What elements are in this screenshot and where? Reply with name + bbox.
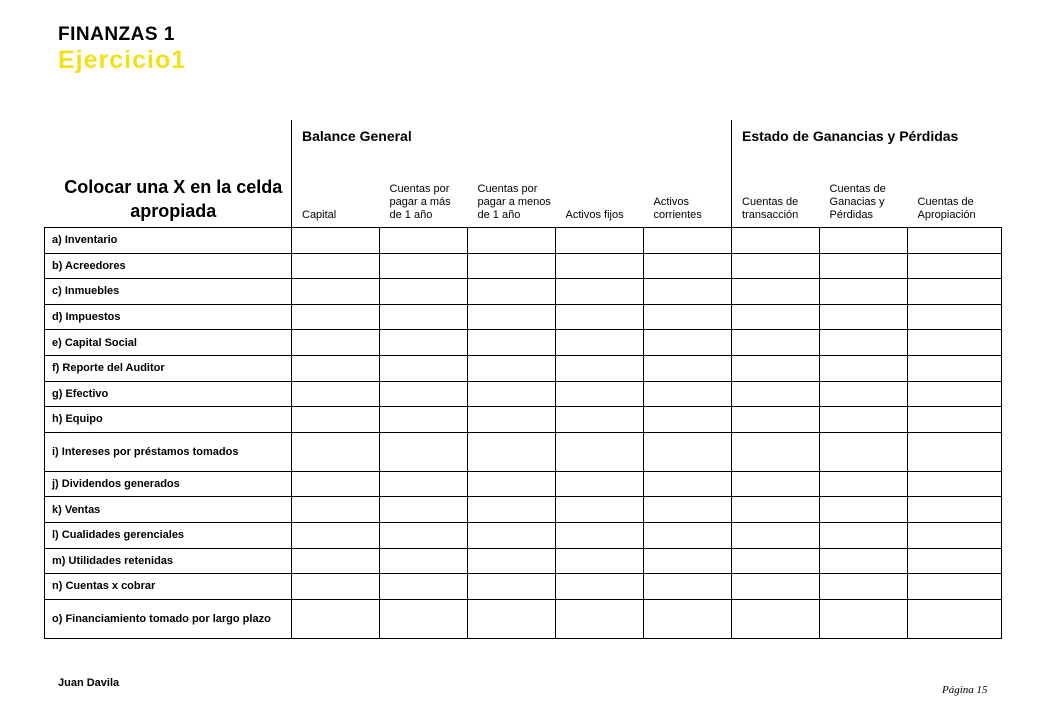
table-row — [45, 381, 1002, 407]
table-row — [45, 497, 1002, 523]
answer-cell[interactable] — [644, 253, 732, 279]
answer-cell[interactable] — [732, 574, 820, 600]
column-header: Cuentas de Apropiación — [908, 150, 1002, 228]
answer-cell[interactable] — [380, 381, 468, 407]
answer-cell[interactable] — [908, 253, 1002, 279]
answer-cell[interactable] — [644, 522, 732, 548]
row-label: j) Dividendos generados — [45, 471, 292, 497]
answer-cell[interactable] — [820, 432, 908, 471]
answer-cell[interactable] — [556, 522, 644, 548]
answer-cell[interactable] — [644, 599, 732, 638]
answer-cell[interactable] — [292, 407, 380, 433]
answer-cell[interactable] — [908, 599, 1002, 638]
answer-cell[interactable] — [820, 522, 908, 548]
answer-cell[interactable] — [380, 253, 468, 279]
table-row — [45, 548, 1002, 574]
answer-cell[interactable] — [820, 599, 908, 638]
answer-cell[interactable] — [380, 471, 468, 497]
table-row — [45, 330, 1002, 356]
row-label: g) Efectivo — [45, 381, 292, 407]
answer-cell[interactable] — [820, 407, 908, 433]
answer-cell[interactable] — [292, 599, 380, 638]
answer-cell[interactable] — [908, 228, 1002, 254]
page-number: Página 15 — [942, 684, 988, 696]
answer-cell[interactable] — [556, 355, 644, 381]
answer-cell[interactable] — [732, 228, 820, 254]
row-label: i) Intereses por préstamos tomados — [45, 432, 292, 471]
answer-cell[interactable] — [732, 497, 820, 523]
answer-cell[interactable] — [644, 279, 732, 305]
answer-cell[interactable] — [556, 471, 644, 497]
table-row — [45, 279, 1002, 305]
row-label: h) Equipo — [45, 407, 292, 433]
section-balance-general: Balance General — [292, 120, 732, 150]
answer-cell[interactable] — [556, 548, 644, 574]
answer-cell[interactable] — [556, 279, 644, 305]
answer-cell[interactable] — [292, 432, 380, 471]
answer-cell[interactable] — [380, 522, 468, 548]
answer-cell[interactable] — [644, 355, 732, 381]
section-estado-ganancias: Estado de Ganancias y Pérdidas — [732, 120, 1002, 150]
answer-cell[interactable] — [820, 574, 908, 600]
column-header: Activos fijos — [556, 150, 644, 228]
answer-cell[interactable] — [556, 599, 644, 638]
answer-cell[interactable] — [644, 471, 732, 497]
answer-cell[interactable] — [908, 330, 1002, 356]
answer-cell[interactable] — [380, 355, 468, 381]
answer-cell[interactable] — [468, 228, 556, 254]
table-row — [45, 355, 1002, 381]
exercise-subtitle: Ejercicio1 — [58, 46, 187, 74]
answer-cell[interactable] — [380, 407, 468, 433]
column-header: Cuentas de transacción — [732, 150, 820, 228]
answer-cell[interactable] — [644, 548, 732, 574]
answer-cell[interactable] — [380, 279, 468, 305]
row-label: b) Acreedores — [45, 253, 292, 279]
answer-cell[interactable] — [292, 330, 380, 356]
row-label: f) Reporte del Auditor — [45, 355, 292, 381]
row-label: l) Cualidades gerenciales — [45, 522, 292, 548]
answer-cell[interactable] — [380, 574, 468, 600]
answer-cell[interactable] — [732, 599, 820, 638]
answer-cell[interactable] — [556, 574, 644, 600]
answer-cell[interactable] — [820, 253, 908, 279]
row-label: n) Cuentas x cobrar — [45, 574, 292, 600]
answer-cell[interactable] — [732, 471, 820, 497]
column-header: Cuentas por pagar a menos de 1 año — [468, 150, 556, 228]
answer-cell[interactable] — [292, 355, 380, 381]
answer-cell[interactable] — [820, 279, 908, 305]
answer-cell[interactable] — [732, 381, 820, 407]
answer-cell[interactable] — [556, 253, 644, 279]
table-row — [45, 304, 1002, 330]
answer-cell[interactable] — [732, 407, 820, 433]
answer-cell[interactable] — [908, 432, 1002, 471]
answer-cell[interactable] — [380, 330, 468, 356]
answer-cell[interactable] — [292, 381, 380, 407]
answer-cell[interactable] — [556, 432, 644, 471]
row-label: o) Financiamiento tomado por largo plazo — [45, 599, 292, 638]
answer-cell[interactable] — [468, 279, 556, 305]
answer-cell[interactable] — [468, 522, 556, 548]
answer-cell[interactable] — [292, 548, 380, 574]
document-title: FINANZAS 1 — [58, 24, 175, 45]
answer-cell[interactable] — [732, 355, 820, 381]
answer-cell[interactable] — [380, 548, 468, 574]
answer-cell[interactable] — [908, 355, 1002, 381]
answer-cell[interactable] — [732, 522, 820, 548]
answer-cell[interactable] — [556, 407, 644, 433]
answer-cell[interactable] — [644, 432, 732, 471]
answer-cell[interactable] — [908, 381, 1002, 407]
answer-cell[interactable] — [556, 381, 644, 407]
answer-cell[interactable] — [732, 253, 820, 279]
answer-cell[interactable] — [556, 228, 644, 254]
answer-cell[interactable] — [820, 381, 908, 407]
answer-cell[interactable] — [644, 407, 732, 433]
table-row — [45, 574, 1002, 600]
answer-cell[interactable] — [644, 228, 732, 254]
answer-cell[interactable] — [380, 228, 468, 254]
answer-cell[interactable] — [292, 253, 380, 279]
table-row — [45, 407, 1002, 433]
answer-cell[interactable] — [468, 355, 556, 381]
answer-cell[interactable] — [820, 471, 908, 497]
row-label: m) Utilidades retenidas — [45, 548, 292, 574]
exercise-table — [44, 120, 1002, 639]
column-header: Cuentas de Ganacias y Pérdidas — [820, 150, 908, 228]
answer-cell[interactable] — [644, 304, 732, 330]
answer-cell[interactable] — [908, 574, 1002, 600]
answer-cell[interactable] — [908, 497, 1002, 523]
answer-cell[interactable] — [556, 497, 644, 523]
answer-cell[interactable] — [380, 497, 468, 523]
answer-cell[interactable] — [292, 228, 380, 254]
row-label: c) Inmuebles — [45, 279, 292, 305]
column-header: Activos corrientes — [644, 150, 732, 228]
answer-cell[interactable] — [644, 574, 732, 600]
table-row — [45, 432, 1002, 471]
answer-cell[interactable] — [468, 304, 556, 330]
answer-cell[interactable] — [908, 407, 1002, 433]
table-body — [45, 228, 1002, 639]
column-header: Cuentas por pagar a más de 1 año — [380, 150, 468, 228]
answer-cell[interactable] — [732, 279, 820, 305]
answer-cell[interactable] — [820, 548, 908, 574]
answer-cell[interactable] — [468, 599, 556, 638]
answer-cell[interactable] — [468, 432, 556, 471]
answer-cell[interactable] — [820, 330, 908, 356]
answer-cell[interactable] — [292, 522, 380, 548]
answer-cell[interactable] — [820, 497, 908, 523]
answer-cell[interactable] — [820, 304, 908, 330]
answer-cell[interactable] — [732, 330, 820, 356]
answer-cell[interactable] — [908, 548, 1002, 574]
table-row — [45, 599, 1002, 638]
table-row — [45, 228, 1002, 254]
answer-cell[interactable] — [468, 497, 556, 523]
row-label: k) Ventas — [45, 497, 292, 523]
row-label: d) Impuestos — [45, 304, 292, 330]
answer-cell[interactable] — [468, 548, 556, 574]
row-label: e) Capital Social — [45, 330, 292, 356]
answer-cell[interactable] — [468, 253, 556, 279]
answer-cell[interactable] — [732, 548, 820, 574]
answer-cell[interactable] — [644, 381, 732, 407]
answer-cell[interactable] — [820, 355, 908, 381]
table-row — [45, 522, 1002, 548]
answer-cell[interactable] — [468, 407, 556, 433]
author-name: Juan Davila — [58, 677, 120, 689]
answer-cell[interactable] — [292, 304, 380, 330]
table-row — [45, 471, 1002, 497]
answer-cell[interactable] — [732, 304, 820, 330]
answer-cell[interactable] — [556, 304, 644, 330]
answer-cell[interactable] — [292, 471, 380, 497]
instruction-text: Colocar una X en la celda apropiada — [45, 120, 292, 228]
answer-cell[interactable] — [908, 279, 1002, 305]
answer-cell[interactable] — [380, 432, 468, 471]
answer-cell[interactable] — [380, 599, 468, 638]
answer-cell[interactable] — [468, 574, 556, 600]
answer-cell[interactable] — [908, 471, 1002, 497]
answer-cell[interactable] — [380, 304, 468, 330]
answer-cell[interactable] — [468, 381, 556, 407]
row-label: a) Inventario — [45, 228, 292, 254]
answer-cell[interactable] — [292, 497, 380, 523]
answer-cell[interactable] — [292, 279, 380, 305]
answer-cell[interactable] — [644, 497, 732, 523]
answer-cell[interactable] — [644, 330, 732, 356]
answer-cell[interactable] — [468, 330, 556, 356]
answer-cell[interactable] — [468, 471, 556, 497]
answer-cell[interactable] — [292, 574, 380, 600]
answer-cell[interactable] — [732, 432, 820, 471]
answer-cell[interactable] — [908, 304, 1002, 330]
answer-cell[interactable] — [908, 522, 1002, 548]
table-row — [45, 253, 1002, 279]
answer-cell[interactable] — [820, 228, 908, 254]
column-header: Capital — [292, 150, 380, 228]
answer-cell[interactable] — [556, 330, 644, 356]
